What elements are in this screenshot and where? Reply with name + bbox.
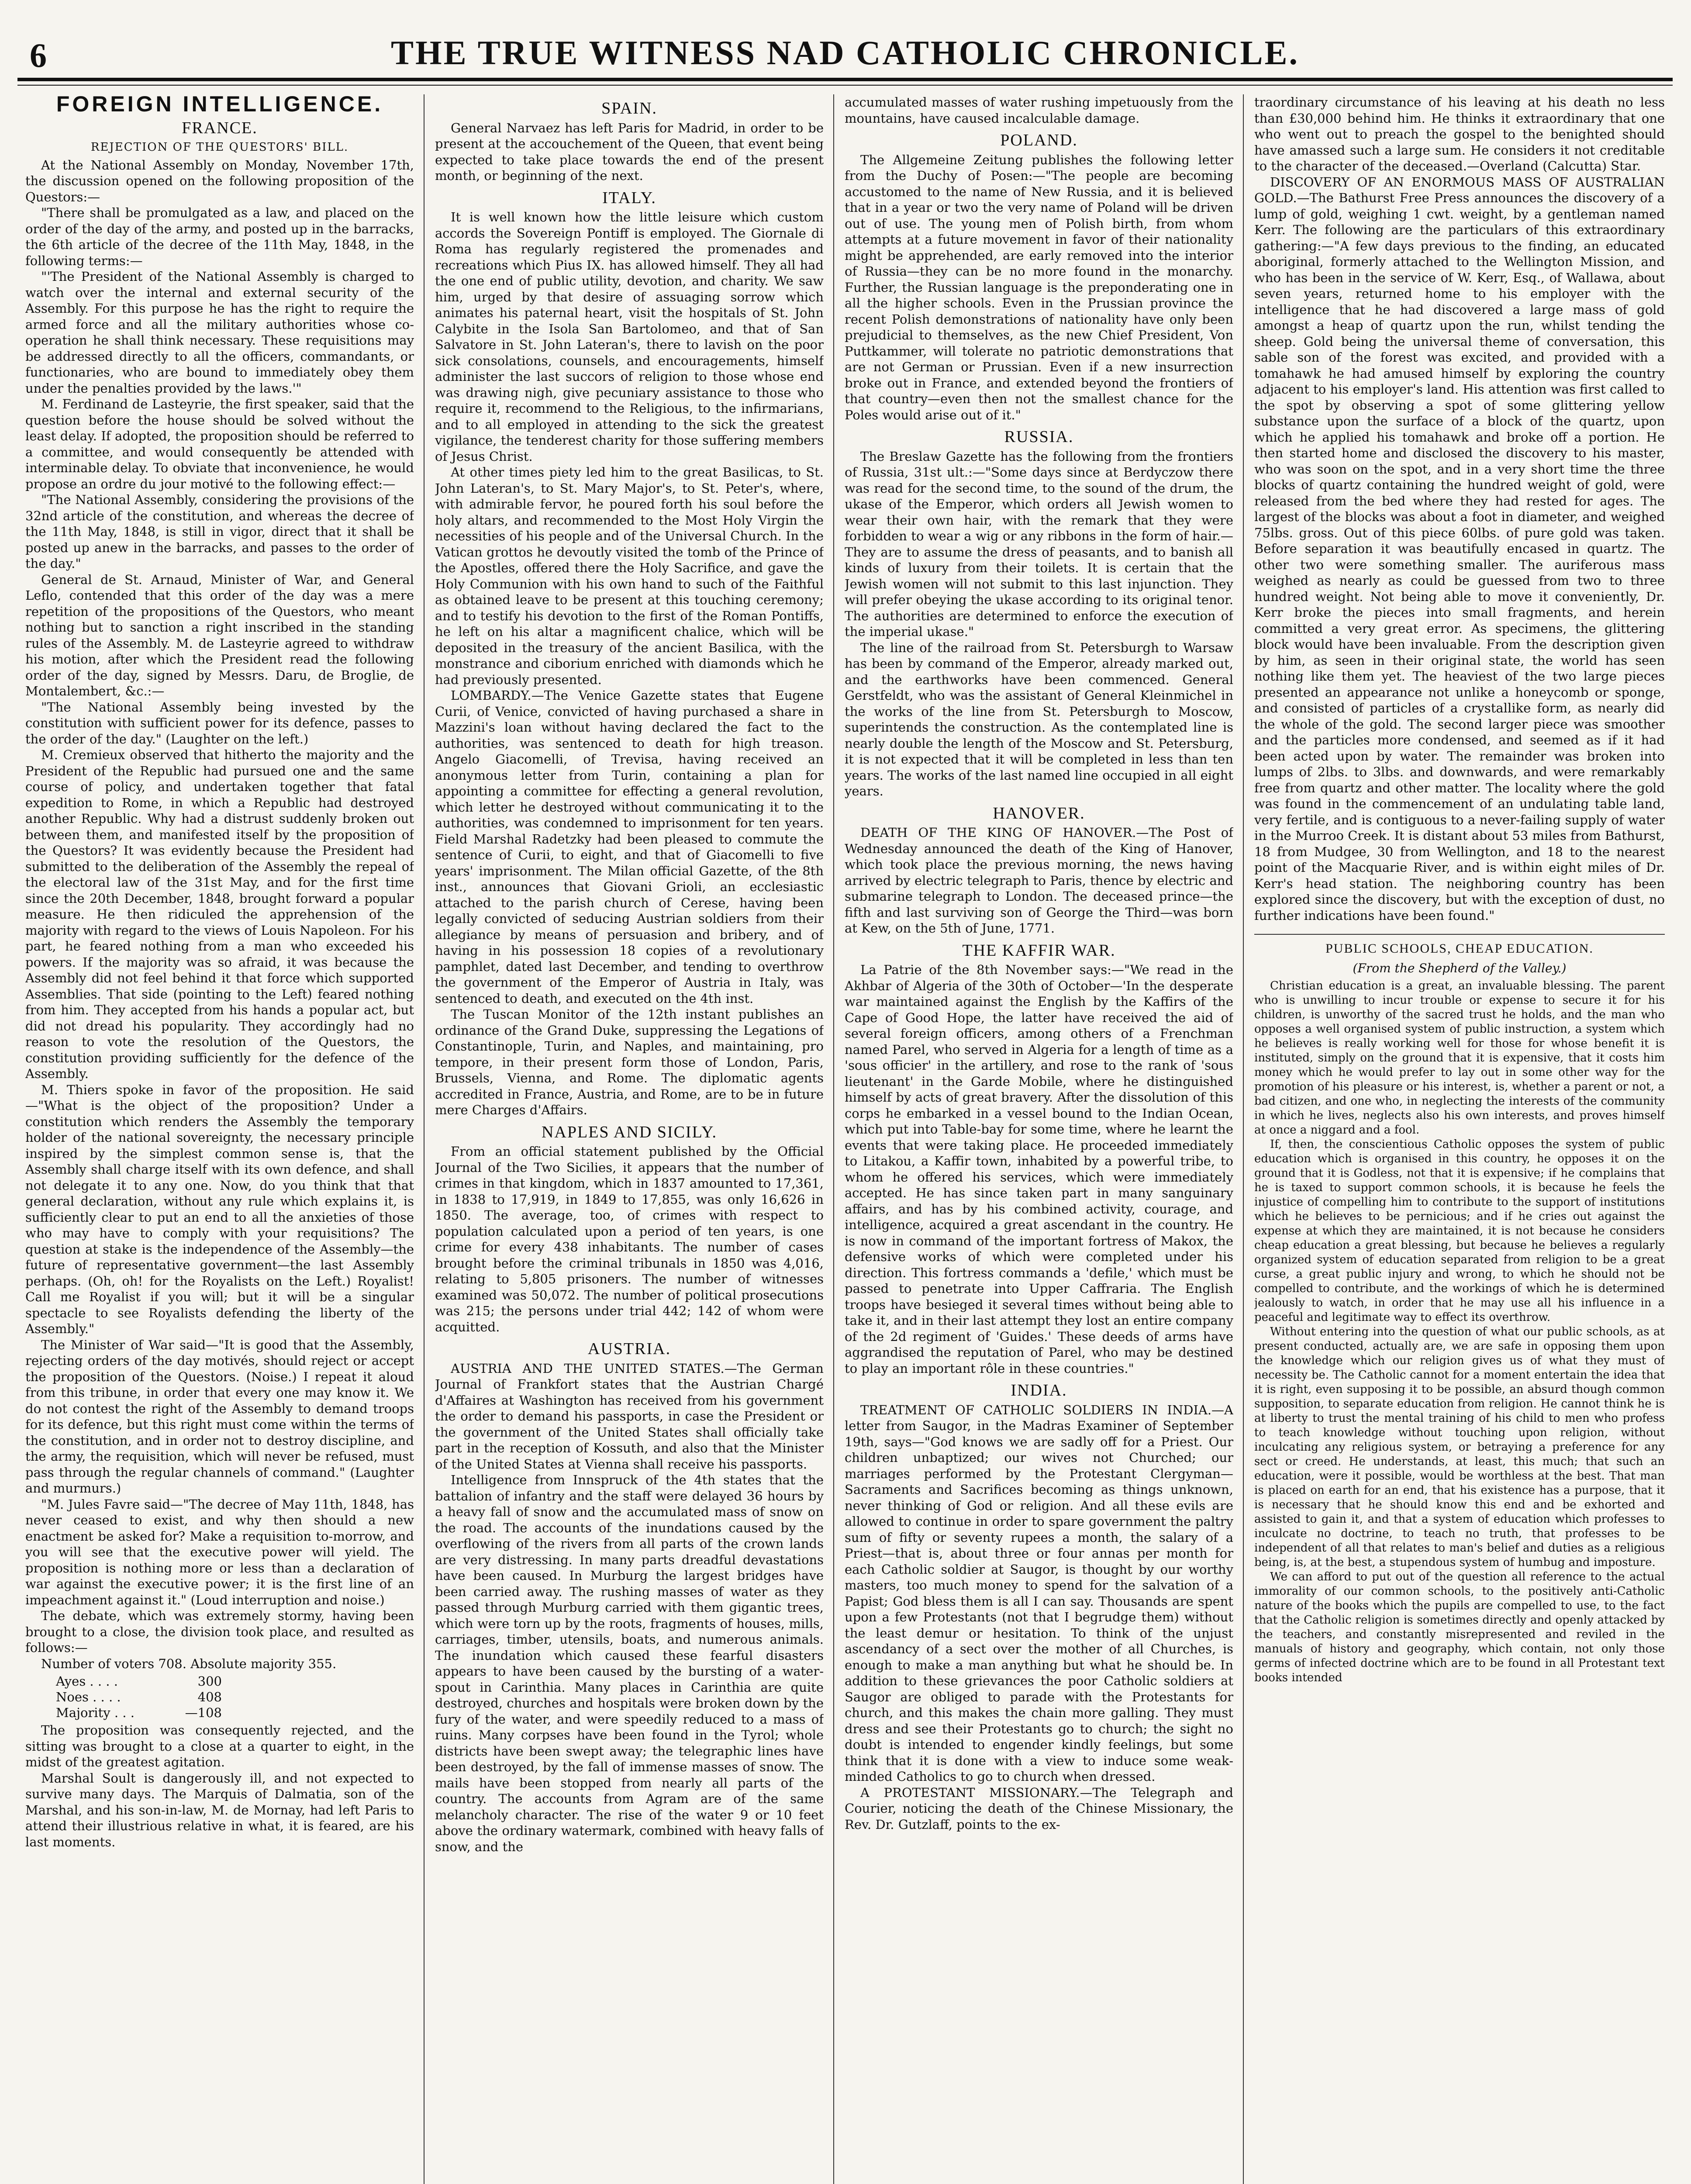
column-2 xyxy=(435,94,824,2184)
heading-italy: ITALY. xyxy=(602,188,656,207)
column-3 xyxy=(845,94,1233,2184)
paragraph: General Narvaez has left Paris for Madrid, in order to be present at the accouchement of the Queen, that event being expected to take place towards the end of the present month, or beginning of the next. xyxy=(435,120,824,183)
paragraph: Christian education is a great, an invaluable blessing. The parent who is unwilling to incur trouble or expense to secure it for his children, is unworthy of the sacred trust he holds, and the man who opposes a well organised system of public instruction, a system which he believes is really working well for those for whose benefit it is instituted, simply on the ground that it is expensive, that it costs him money which he would prefer to lay out in some other way for the promotion of his pleasure or his interest, is, whether a parent or not, a bad citizen, and one who, in neglecting the interests of the community in which he lives, neglects also his own interests, and proves himself at once a niggard and a fool. xyxy=(1254,979,1665,1137)
article-separator xyxy=(1254,934,1665,935)
vote-value: 300 xyxy=(197,1674,222,1689)
paragraph: "The National Assembly being invested by the constitution with sufficient power for its defence, passes to the order of the day." (Laughter on the left.) xyxy=(25,699,414,746)
paragraph: "M. Jules Favre said—"The decree of May 11th, 1848, has never ceased to exist, and why then should a new enactment be asked for? Make a requisition to-morrow, and you will see that the executive power will yield. The proposition is nothing more or less than a declaration of war against the executive power; it is the first line of an impeachment against it." (Loud interruption and noise.) xyxy=(25,1496,414,1607)
paragraph: AUSTRIA AND THE UNITED STATES.—The German Journal of Frankfort states that the Austrian Chargé d'Affaires at Washington has received from his government the order to demand his passports, in case the President or the government of the United States shall officially take part in the reception of Kossuth, and also that the Minister of the United States at Vienna shall receive his passports. xyxy=(435,1361,824,1472)
vote-table xyxy=(56,1673,414,1721)
vote-row-noes xyxy=(56,1689,414,1705)
article-source: (From the Shepherd of the Valley.) xyxy=(1353,961,1567,975)
vote-label: Ayes . . . . xyxy=(56,1674,118,1689)
paragraph: "The National Assembly, considering the provisions of the 32nd article of the constitution, and whereas the decree of the 11th May, 1848, is still in vigor, direct that it shall be posted up anew in the barracks, and passes to the order of the day." xyxy=(25,492,414,571)
masthead-rule-thin xyxy=(17,85,1673,86)
paragraph: M. Ferdinand de Lasteyrie, the first speaker, said that the question before the house should be solved without the least delay. If adopted, the proposition should be referred to a committee, and would consequently be attended with interminable delay. To obviate that inconvenience, he would propose an ordre du jour motivé to the following effect:— xyxy=(25,397,414,491)
newspaper-page xyxy=(17,13,1673,2184)
section-heading-foreign-intelligence: FOREIGN INTELLIGENCE. xyxy=(56,94,383,116)
paragraph: The debate, which was extremely stormy, having been brought to a close, the division took place, and resulted as follows:— xyxy=(25,1608,414,1655)
paragraph: Intelligence from Innspruck of the 4th states that the battalion of infantry and the staff were delayed 36 hours by a heavy fall of snow and the accumulated mass of snow on the road. The accounts of the inundations caused by the overflowing of the rivers from all parts of the crown lands are very distressing. In many parts dreadful devastations have been caused. In Murburg the largest bridges have been carried away. The rushing masses of water as they passed through Murburg carried with them gigantic trees, which were torn up by the roots, fragments of houses, mills, carriages, timber, utensils, boats, and numerous animals. The inundation which caused these fearful disasters appears to have been caused by the bursting of a water-spout in Carinthia. Many places in Carinthia are quite destroyed, churches and hospitals were broken down by the fury of the water, and were speedily reduced to a mass of ruins. Many corpses have been found in the Tyrol; whole districts have been swept away; the telegraphic lines have been destroyed, by the fall of immense masses of snow. The mails have been stopped from nearly all parts of the country. The accounts from Agram are of the same melancholy character. The rise of the water 9 or 10 feet above the ordinary watermark, combined with heavy falls of snow, and the xyxy=(435,1472,824,1854)
paragraph: If, then, the conscientious Catholic opposes the system of public education which is organised in this country, he opposes it on the ground that it is Godless, not that it is expensive; if he complains that he is taxed to support common schools, it is because he feels the injustice of compelling him to contribute to the support of institutions which he believes to be pernicious; and if he cries out against the expense at which they are maintained, it is not because he considers cheap education a great blessing, but because he believes a regularly organized system of education separated from religion to be a great curse, a great public injury and wrong, to which he should not be compelled to contribute, and the workings of which he is determined jealously to watch, in order that he may use all his influence in a peaceful and legitimate way to effect its overthrow. xyxy=(1254,1138,1665,1324)
vote-label: Majority . . . xyxy=(56,1705,135,1720)
paragraph: The line of the railroad from St. Petersburgh to Warsaw has been by command of the Emperor, already marked out, and the earthworks have been commenced. General Gerstfeldt, who was the assistant of General Kleinmichel in the works of the line from St. Petersburgh to Moscow, superintends the construction. As the contemplated line is nearly double the length of the Moscow and St. Petersburg, it is not expected that it will be completed in less than ten years. The works of the last named line occupied in all eight years. xyxy=(845,640,1233,798)
paragraph: M. Cremieux observed that hitherto the majority and the President of the Republic had pursued one and the same course of policy, and undertaken together that fatal expedition to Rome, in which a Republic had destroyed another Republic. Why had a distrust suddenly broken out between them, and manifested itself by the proposition of the Questors? It was evidently because the President had submitted to the deliberation of the Assembly the repeal of the electoral law of the 31st May, and for the first time since the 20th December, 1848, brought forward a popular measure. He then ridiculed the apprehension of the majority with regard to the views of Louis Napoleon. For his part, he feared nothing from a man who exceeded his powers. If the majority was so afraid, it was because the Assembly did not feel behind it that force which supported Assemblies. That side (pointing to the Left) feared nothing from him. They accepted from his hands a popular act, but did not dread his popularity. They accordingly had no reason to vote the resolution of the Questors, the constitution providing sufficiently for the defence of the Assembly. xyxy=(25,747,414,1081)
paragraph: The Breslaw Gazette has the following from the frontiers of Russia, 31st ult.:—"Some days since at Berdyczow there was read for the second time, to the sound of the drum, the ukase of the Emperor, which orders all Jewish women to wear their own hair, with the remark that they were forbidden to wear a wig or any ribbons in the form of hair.—They are to assume the dress of peasants, and to banish all kinds of luxury from their toilets. It is certain that the Jewish women will not submit to this last injunction. They will prefer obeying the ukase according to its original tenor. The authorities are determined to enforce the execution of the imperial ukase." xyxy=(845,449,1233,639)
heading-kaffir-war: THE KAFFIR WAR. xyxy=(962,941,1116,960)
masthead-rule xyxy=(17,78,1673,81)
heading-hanover: HANOVER. xyxy=(993,804,1085,822)
paragraph: "There shall be promulgated as a law, and placed on the order of the day of the army, and posted up in the barracks, the 6th article of the decree of the 11th May, 1848, in the following terms:— xyxy=(25,205,414,268)
vote-value: —108 xyxy=(185,1705,222,1720)
paragraph: The Minister of War said—"It is good that the Assembly, rejecting orders of the day motivés, should reject or accept the proposition of the Questors. (Noise.) I repeat it aloud from this tribune, in order that every one may know it. We do not contest the right of the Assembly to demand troops for its defence, but this right must come within the terms of the constitution, and in order not to destroy discipline, and the army, the requisition, which will never be refused, must pass through the regular channels of command." (Laughter and murmurs.) xyxy=(25,1337,414,1496)
heading-public-schools: PUBLIC SCHOOLS, CHEAP EDUCATION. xyxy=(1325,941,1594,956)
paragraph: General de St. Arnaud, Minister of War, and General Leflo, contended that this order of the day was a mere repetition of the propositions of the Questors, who meant nothing but to sanction a right inscribed in the standing rules of the Assembly. M. de Lasteyrie agreed to withdraw his motion, after which the President read the following order of the day, signed by Messrs. Daru, de Broglie, de Montalembert, &c.:— xyxy=(25,572,414,698)
paragraph: From an official statement published by the Official Journal of the Two Sicilies, it appears that the number of crimes in that kingdom, which in 1837 amounted to 17,361, in 1838 to 17,919, in 1849 to 17,855, was only 16,626 in 1850. The average, too, of crimes with respect to population calculated upon a period of ten years, is one crime for every 438 inhabitants. The number of cases brought before the criminal tribunals in 1850 was 4,016, relating to 5,805 prisoners. The number of witnesses examined was 50,072. The number of political prosecutions was 215; the persons under trial 442; 142 of whom were acquitted. xyxy=(435,1144,824,1334)
column-4 xyxy=(1254,94,1665,2184)
heading-poland: POLAND. xyxy=(1000,131,1078,149)
paragraph: At other times piety led him to the great Basilicas, to St. John Lateran's, to St. Mary Major's, to St. Peter's, where, with admirable fervor, he poured forth his soul before the holy altars, and recommended to the Most Holy Virgin the necessities of his people and of the Universal Church. In the Vatican grottos he devoutly visited the tomb of the Prince of the Apostles, offered there the Holy Sacrifice, and gave the Holy Communion with his own hand to such of the Faithful as obtained leave to be present at this touching ceremony; and to testify his devotion to the first of the Roman Pontiffs, he left on his altar a magnificent chalice, which will be deposited in the treasury of the ancient Basilica, with the monstrance and ciborium enriched with diamonds which he had previously presented. xyxy=(435,465,824,687)
paragraph: The proposition was consequently rejected, and the sitting was brought to a close at a quarter to eight, in the midst of the greatest agitation. xyxy=(25,1723,414,1769)
column-divider xyxy=(1243,94,1244,2184)
vote-value: 408 xyxy=(197,1690,222,1704)
paragraph-continued: traordinary circumstance of his leaving at his death no less than £30,000 behind him. He thinks it extraordinary that one who went out to preach the gospel to the benighted should have amassed such a large sum. He considers it not creditable to the character of the deceased.—Overland (Calcutta) Star. xyxy=(1254,95,1665,173)
heading-russia: RUSSIA. xyxy=(1004,428,1074,446)
vote-row-majority xyxy=(56,1705,414,1721)
heading-spain: SPAIN. xyxy=(601,99,657,117)
paragraph: A PROTESTANT MISSIONARY.—The Telegraph and Courier, noticing the death of the Chinese Missionary, the Rev. Dr. Gutzlaff, points to the ex- xyxy=(845,1785,1233,1832)
paragraph: DISCOVERY OF AN ENORMOUS MASS OF AUSTRALIAN GOLD.—The Bathurst Free Press announces the discovery of a lump of gold, weighing 1 cwt. weight, by a gentleman named Kerr. The following are the particulars of this extraordinary gathering:—"A few days previous to the finding, an educated aboriginal, formerly attached to the Wellington Mission, and who has been in the service of W. Kerr, Esq., of Wallawa, about seven years, returned home to his employer with the intelligence that he had discovered a large mass of gold amongst a heap of quartz upon the run, whilst tending the sheep. Gold being the universal theme of conversation, this sable son of the forest was excited, and provided with a tomahawk he had amused himself by exploring the country adjacent to his employer's land. His attention was first called to the spot by observing a spot of some glittering yellow substance upon the surface of a block of the quartz, upon which he applied his tomahawk and broke off a portion. He then started home and disclosed the discovery to his master, who was soon on the spot, and in a very short time the three blocks of quartz containing the hundred weight of gold, were released from the bed where they had rested for ages. The largest of the blocks was about a foot in diameter, and weighed 75lbs. gross. Out of this piece 60lbs. of pure gold was taken. Before separation it was beautifully encased in quartz. The other two were something smaller. The auriferous mass weighed as nearly as could be guessed from two to three hundred weight. Not being able to move it conveniently, Dr. Kerr broke the pieces into small fragments, and herein committed a very great error. As specimens, the glittering block would have been invaluable. From the description given by him, as seen in their original state, the world has seen nothing like them yet. The heaviest of the two large pieces presented an appearance not unlike a honeycomb or sponge, and consisted of particles of a crystallike form, as nearly did the whole of the gold. The second larger piece was smoother and the particles more condensed, and seemed as if it had been acted upon by water. The remainder was broken into lumps of 2lbs. to 3lbs. and downwards, and were remarkably free from quartz and other matter. The locality where the gold was found in the commencement of an undulating table land, very fertile, and is contiguous to a never-failing supply of water in the Murroo Creek. It is distant about 53 miles from Bathurst, 18 from Mudgee, 30 from Wellington, and 18 to the nearest point of the Macquarie River, and is within eight miles of Dr. Kerr's head station. The neighboring country has been explored since the discovery, but with the exception of dust, no further indications have been found." xyxy=(1254,174,1665,923)
vote-label: Noes . . . . xyxy=(56,1690,121,1704)
column-divider xyxy=(833,94,834,2184)
paragraph: M. Thiers spoke in favor of the proposition. He said—"What is the object of the proposition? Under a constitution which renders the Assembly the temporary holder of the national sovereignty, the necessary principle inspired by the simplest common sense is, that the Assembly shall charge itself with its own defence, and shall not delegate it to any one. Now, do you think that that general declaration, without any rule which explains it, is sufficiently clear to put an end to all the anxieties of those who may have to comply with your requisitions? The question at stake is the independence of the Assembly—the future of representative government—the last Assembly perhaps. (Oh, oh! for the Royalists on the Left.) Royalist! Call me Royalist if you will; but it will be a singular spectacle to see Royalists defending the liberty of the Assembly." xyxy=(25,1082,414,1336)
paragraph: We can afford to put out of the question all reference to the actual immorality of our common schools, to the positively anti-Catholic nature of the books which the pupils are compelled to use, to the fact that the Catholic religion is sometimes directly and openly attacked by the teachers, and constantly misrepresented and reviled in the manuals of history and geography, which contain, not only those germs of infected doctrine which are to be found in all Protestant text books intended xyxy=(1254,1570,1665,1684)
paragraph: At the National Assembly on Monday, November 17th, the discussion opened on the following proposition of the Questors:— xyxy=(25,157,414,204)
paragraph: The Tuscan Monitor of the 12th instant publishes an ordinance of the Grand Duke, suppressing the Legations of Constantinople, Turin, and Naples, and maintaining, pro tempore, in their present form those of London, Paris, Brussels, Vienna, and Rome. The diplomatic agents accredited in France, Austria, and Rome, are to be in future mere Charges d'Affairs. xyxy=(435,1007,824,1117)
paragraph: Without entering into the question of what our public schools, as at present conducted, actually are, we are safe in opposing them upon the knowledge which our religion gives us of what they must of necessity be. The Catholic cannot for a moment entertain the idea that it is right, even supposing it to be possible, an absurd though common supposition, to separate education from religion. He cannot think he is at liberty to trust the mental training of his child to men who profess to teach knowledge without touching upon religion, without inculcating any religious system, or betraying a preference for any sect or creed. He understands, at least, this much; that such an education, were it possible, would be worthless at the best. That man is placed on earth for an end, that his existence has a purpose, that it is necessary that he should know this end and be exhorted and assisted to gain it, and that a system of education which professes to inculcate no doctrine, to teach no truth, that professes to be independent of all that relates to man's belief and duties as a religious being, is, at the best, a stupendous system of humbug and imposture. xyxy=(1254,1325,1665,1569)
paragraph: "'The President of the National Assembly is charged to watch over the internal and external security of the Assembly. For this purpose he has the right to require the armed force and all the military authorities whose co-operation he shall think necessary. These requisitions may be addressed directly to all the officers, commandants, or functionaries, who are bound to immediately obey them under the penalties provided by the laws.'" xyxy=(25,269,414,396)
paragraph: Marshal Soult is dangerously ill, and not expected to survive many days. The Marquis of Dalmatia, son of the Marshal, and his son-in-law, M. de Mornay, had left Paris to attend their illustrious relative in what, it is feared, are his last moments. xyxy=(25,1770,414,1849)
newspaper-title: THE TRUE WITNESS NAD CATHOLIC CHRONICLE. xyxy=(390,34,1300,72)
paragraph: DEATH OF THE KING OF HANOVER.—The Post of Wednesday announced the death of the King of Hanover, which took place the previous morning, the news having arrived by electric telegraph to Paris, thence by electric and submarine telegraph to London. The deceased prince—the fifth and last surviving son of George the Third—was born at Kew, on the 5th of June, 1771. xyxy=(845,825,1233,936)
column-1 xyxy=(25,94,414,2184)
paragraph: It is well known how the little leisure which custom accords the Sovereign Pontiff is employed. The Giornale di Roma has regularly registered the promenades and recreations which Pius IX. has allowed himself. They all had the one end of public utility, devotion, and charity. We saw him, urged by that desire of assuaging sorrow which animates his paternal heart, visit the hospitals of St. John Calybite in the Isola San Bartolomeo, and that of San Salvatore in St. John Lateran's, there to lavish on the poor sick consolations, counsels, and encouragements, himself administer the last succors of religion to those whose end was drawing nigh, give pecuniary assistance to those who require it, recommend to the Religious, to the infirmarians, and to all employed in attending to the sick the greatest vigilance, the tenderest charity for those suffering members of Jesus Christ. xyxy=(435,210,824,464)
paragraph: TREATMENT OF CATHOLIC SOLDIERS IN INDIA.—A letter from Saugor, in the Madras Examiner of September 19th, says—"God knows we are sadly off for a Priest. Our children unbaptized; our wives not Churched; our marriages performed by the Protestant Clergyman—Sacraments and Sacrifices becoming as things unknown, never thinking of God or religion. And all these evils are allowed to continue in order to spare government the paltry sum of fifty or seventy rupees a month, the salary of a Priest—that is, about three or four annas per month for each Catholic soldier at Saugor, is thought by our worthy masters, too much money to spend for the salvation of a Papist; God bless them is all I can say. Thousands are spent upon a few Protestants (not that I begrudge them) without the least demur or hesitation. To think of the unjust ascendancy of a sect over the mother of all Churches, is enough to make a man anything but what he should be. In addition to these grievances the poor Catholic soldiers at Saugor are obliged to parade with the Protestants for church, and this makes the chain more galling. They must dress and see their Protestants go to church; the sight no doubt is intended to engender kindly feelings, but some think that it is done with a view to induce some weak-minded Catholics to go to church when dressed. xyxy=(845,1402,1233,1784)
vote-row-ayes xyxy=(56,1673,414,1689)
heading-india: INDIA. xyxy=(1011,1381,1067,1400)
masthead xyxy=(17,13,1673,74)
heading-france: FRANCE. xyxy=(182,118,258,137)
paragraph: La Patrie of the 8th November says:—"We read in the Akhbar of Algeria of the 30th of October—'In the desperate war maintained against the English by the Kaffirs of the Cape of Good Hope, the latter have received the aid of several foreign officers, among others of a Frenchman named Parel, who served in Algeria for a length of time as a 'sous officier' in the artillery, and rose to the rank of 'sous lieutenant' in the Garde Mobile, where he distinguished himself by acts of great bravery. After the dissolution of this corps he embarked in a vessel bound to the Indian Ocean, which put into Table-bay for some time, where he learnt the events that were taking place. He proceeded immediately to Litakou, a Kaffir town, inhabited by a powerful tribe, to whom he offered his services, which were immediately accepted. He has since taken part in many sanguinary affairs, and has by his combined activity, courage, and intelligence, acquired a great ascendant in the country. He is now in command of the important fortress of Makox, the defensive works of which were completed under his direction. This fortress commands a 'defile,' which must be passed to penetrate into Upper Caffraria. The English troops have besieged it several times without being able to take it, and in their last attempt they lost an entire company of the 2d regiment of 'Guides.' These deeds of arms have aggrandised the reputation of Parel, who may be destined to play an important rôle in these countries." xyxy=(845,962,1233,1376)
page-number: 6 xyxy=(30,36,47,74)
vote-summary: Number of voters 708. Absolute majority 355. xyxy=(41,1656,337,1671)
heading-austria: AUSTRIA. xyxy=(587,1340,671,1358)
heading-naples-sicily: NAPLES AND SICILY. xyxy=(541,1123,718,1141)
subheading-questors-bill: REJECTION OF THE QUESTORS' BILL. xyxy=(90,141,349,154)
paragraph: The Allgemeine Zeitung publishes the following letter from the Duchy of Posen:—"The people are becoming accustomed to the name of New Russia, and it is believed that in a year or two the very name of Poland will be driven out of use. The young men of Polish birth, from whom attempts at a future movement in favor of their nationality might be apprehended, are early removed into the interior of Russia—they can be no more found in the monarchy. Further, the Russian language is the preponderating one in all the higher schools. Even in the Prussian province the recent Polish demonstrations of nationality have only been prejudicial to themselves, as the new Chief President, Von Puttkammer, will tolerate no patriotic demonstrations that are not German or Prussian. Even if a new insurrection broke out in France, and extended beyond the frontiers of that country—even then not the smallest chance for the Poles would arise out of it." xyxy=(845,152,1233,422)
paragraph: LOMBARDY.—The Venice Gazette states that Eugene Curii, of Venice, convicted of having purchased a share in Mazzini's loan without having declared the fact to the authorities, was sentenced to death for high treason. Angelo Giacomelli, of Trevisa, having received an anonymous letter from Turin, containing a plan for appointing a committee for effecting a general revolution, which letter he destroyed without communicating it to the authorities, was condemned to imprisonment for ten years. Field Marshal Radetzky had been pleased to commute the sentence of Curii, to eight, and that of Giacomelli to five years' imprisonment. The Milan official Gazette, of the 8th inst., announces that Giovani Grioli, an ecclesiastic attached to the parish church of Cerese, having been legally convicted of seducing Austrian soldiers from their allegiance by means of persuasion and bribery, and of having in his possession 18 copies of a revolutionary pamphlet, dated last December, and tending to overthrow the government of the Emperor of Austria in Italy, was sentenced to death, and executed on the 4th inst. xyxy=(435,688,824,1006)
paragraph-continued: accumulated masses of water rushing impetuously from the mountains, have caused incalculable damage. xyxy=(845,95,1233,126)
